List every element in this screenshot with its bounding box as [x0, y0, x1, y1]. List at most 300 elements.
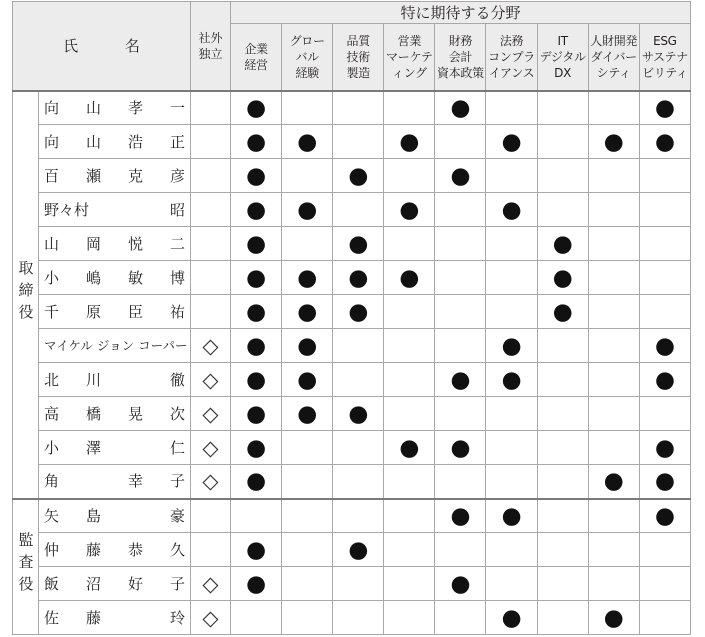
member-name-part: 澤: [86, 438, 102, 457]
expected-field-dot-mark: ●: [654, 502, 675, 529]
field-cell-legal-compliance: [486, 465, 537, 499]
field-cell-finance-accounting-capital-policy: [435, 397, 486, 431]
member-name-part: 玲: [170, 608, 186, 627]
field-cell-legal-compliance: [486, 91, 537, 125]
field-header-line: 製造: [346, 65, 370, 80]
field-header-line: バル: [295, 49, 319, 64]
member-name: [39, 235, 190, 253]
field-cell-legal-compliance: [486, 227, 537, 261]
member-name-part: 徹: [170, 370, 186, 389]
member-name-part: 向: [44, 132, 60, 151]
field-cell-global-experience: [282, 125, 333, 159]
field-cell-finance-accounting-capital-policy: [435, 499, 486, 533]
outside-independent-cell: [191, 499, 231, 533]
outside-independent-cell: [191, 329, 231, 363]
expected-field-dot-mark: ●: [297, 128, 318, 155]
outside-independent-diamond-mark: ◇: [202, 605, 219, 630]
field-cell-corporate-management: [231, 431, 282, 465]
field-header-global-experience: [282, 24, 333, 91]
field-cell-quality-technology-manufacturing: [333, 533, 384, 567]
member-name-part: 久: [170, 540, 186, 559]
field-cell-finance-accounting-capital-policy: [435, 193, 486, 227]
outside-independent-cell: [191, 431, 231, 465]
member-name-part: 子: [170, 472, 186, 491]
outside-independent-cell: [191, 91, 231, 125]
field-cell-sales-marketing: [384, 193, 435, 227]
field-cell-finance-accounting-capital-policy: [435, 431, 486, 465]
member-name-part: 藤: [86, 608, 102, 627]
member-name-part: 祐: [170, 302, 186, 321]
field-cell-quality-technology-manufacturing: [333, 159, 384, 193]
member-name-part: 岡: [86, 234, 102, 253]
member-row: [13, 295, 691, 329]
expected-field-dot-mark: ●: [246, 230, 267, 257]
member-name-cell: [39, 329, 191, 363]
field-cell-quality-technology-manufacturing: [333, 567, 384, 601]
field-cell-global-experience: [282, 567, 333, 601]
outside-independent-cell: [191, 363, 231, 397]
field-header-line: 人財開発: [590, 33, 638, 48]
member-row: [13, 159, 691, 193]
member-row: [13, 397, 691, 431]
expected-field-dot-mark: ●: [450, 434, 471, 461]
member-name-part: 山: [86, 132, 102, 151]
field-cell-corporate-management: [231, 295, 282, 329]
field-cell-corporate-management: [231, 363, 282, 397]
expected-field-dot-mark: ●: [297, 400, 318, 427]
group-label: 監査役: [16, 531, 35, 598]
name-column-header: [13, 2, 191, 91]
field-cell-finance-accounting-capital-policy: [435, 125, 486, 159]
member-name-part: 野々村: [44, 200, 90, 219]
field-cell-hr-development-diversity: [588, 261, 639, 295]
field-cell-it-digital-dx: [537, 431, 588, 465]
field-cell-it-digital-dx: [537, 227, 588, 261]
member-name-part: 百: [44, 166, 60, 185]
member-name-part: 悦: [128, 234, 144, 253]
member-name-part: 山: [86, 98, 102, 117]
field-cell-corporate-management: [231, 159, 282, 193]
expected-field-dot-mark: ●: [501, 366, 522, 393]
field-cell-global-experience: [282, 363, 333, 397]
expected-field-dot-mark: ●: [246, 468, 267, 495]
member-name-part: 角: [44, 472, 60, 491]
member-name-part: 橋: [86, 404, 102, 423]
field-cell-corporate-management: [231, 193, 282, 227]
field-cell-quality-technology-manufacturing: [333, 91, 384, 125]
field-cell-global-experience: [282, 295, 333, 329]
expected-field-dot-mark: ●: [246, 264, 267, 291]
member-name-part: 佐: [44, 608, 60, 627]
member-name: [39, 99, 190, 117]
member-name-part: 克: [128, 166, 144, 185]
group-label-cell: [13, 91, 39, 499]
field-cell-it-digital-dx: [537, 295, 588, 329]
member-name-part: 小: [44, 438, 60, 457]
member-name: [39, 269, 190, 287]
field-cell-finance-accounting-capital-policy: [435, 329, 486, 363]
field-cell-it-digital-dx: [537, 125, 588, 159]
expected-field-dot-mark: ●: [399, 264, 420, 291]
expected-field-dot-mark: ●: [297, 366, 318, 393]
expected-field-dot-mark: ●: [450, 366, 471, 393]
field-cell-finance-accounting-capital-policy: [435, 363, 486, 397]
outside-independent-diamond-mark: ◇: [202, 401, 219, 426]
field-cell-finance-accounting-capital-policy: [435, 601, 486, 635]
member-name-part: 飯: [44, 574, 60, 593]
expected-field-dot-mark: ●: [246, 434, 267, 461]
expected-field-dot-mark: ●: [246, 162, 267, 189]
matrix-header: [13, 2, 691, 91]
member-row: [13, 499, 691, 533]
group-label-cell: [13, 499, 39, 635]
group-label: 取締役: [16, 259, 35, 326]
field-cell-esg-sustainability: [639, 431, 690, 465]
field-cell-it-digital-dx: [537, 567, 588, 601]
member-row: [13, 601, 691, 635]
member-name-part: 子: [170, 574, 186, 593]
name-header-label: 氏 名: [63, 37, 140, 56]
field-cell-sales-marketing: [384, 91, 435, 125]
field-cell-hr-development-diversity: [588, 125, 639, 159]
member-name-part: 好: [128, 574, 144, 593]
field-cell-hr-development-diversity: [588, 159, 639, 193]
field-cell-quality-technology-manufacturing: [333, 499, 384, 533]
member-name-part: 向: [44, 98, 60, 117]
field-header-line: マーケテ: [386, 49, 433, 64]
member-name-part: 沼: [86, 574, 102, 593]
expected-field-dot-mark: ●: [246, 94, 267, 121]
expected-field-dot-mark: ●: [501, 604, 522, 631]
member-row: [13, 125, 691, 159]
field-cell-hr-development-diversity: [588, 193, 639, 227]
field-cell-esg-sustainability: [639, 227, 690, 261]
member-name: [39, 507, 190, 525]
field-cell-global-experience: [282, 601, 333, 635]
field-header-legal-compliance: [486, 24, 537, 91]
field-cell-esg-sustainability: [639, 125, 690, 159]
field-cell-finance-accounting-capital-policy: [435, 295, 486, 329]
field-cell-legal-compliance: [486, 601, 537, 635]
expected-field-dot-mark: ●: [501, 332, 522, 359]
field-cell-sales-marketing: [384, 125, 435, 159]
field-cell-hr-development-diversity: [588, 499, 639, 533]
member-name-part: 仲: [44, 540, 60, 559]
member-name-cell: [39, 601, 191, 635]
field-header-quality-technology-manufacturing: [333, 24, 384, 91]
member-name-part: 博: [170, 268, 186, 287]
member-name-part: 小: [44, 268, 60, 287]
member-name-part: [86, 201, 128, 219]
expected-field-dot-mark: ●: [348, 264, 369, 291]
field-cell-esg-sustainability: [639, 601, 690, 635]
field-cell-global-experience: [282, 329, 333, 363]
field-cell-finance-accounting-capital-policy: [435, 91, 486, 125]
field-header-line: 法務: [499, 33, 524, 48]
member-name-part: 嶋: [86, 268, 102, 287]
field-cell-sales-marketing: [384, 397, 435, 431]
field-cell-it-digital-dx: [537, 159, 588, 193]
member-name-cell: [39, 533, 191, 567]
member-name: [39, 303, 190, 321]
expected-field-dot-mark: ●: [654, 94, 675, 121]
field-header-line: ビリティ: [642, 65, 688, 80]
member-name-part: 昭: [170, 200, 186, 219]
field-cell-hr-development-diversity: [588, 329, 639, 363]
field-cell-it-digital-dx: [537, 465, 588, 499]
outside-independent-diamond-mark: ◇: [202, 571, 219, 596]
expected-field-dot-mark: ●: [450, 162, 471, 189]
member-name: [39, 133, 190, 151]
field-header-finance-accounting-capital-policy: [435, 24, 486, 91]
expected-fields-title: 特に期待する分野: [400, 4, 521, 22]
outside-independent-diamond-mark: ◇: [202, 333, 219, 358]
field-cell-finance-accounting-capital-policy: [435, 227, 486, 261]
member-name: マイケル ジョン コーパー: [44, 337, 188, 353]
field-header-line: 経験: [295, 65, 319, 80]
member-name-cell: [39, 465, 191, 499]
field-cell-legal-compliance: [486, 193, 537, 227]
field-cell-quality-technology-manufacturing: [333, 261, 384, 295]
field-cell-quality-technology-manufacturing: [333, 125, 384, 159]
member-row: [13, 261, 691, 295]
field-cell-it-digital-dx: [537, 499, 588, 533]
field-cell-finance-accounting-capital-policy: [435, 465, 486, 499]
field-cell-esg-sustainability: [639, 465, 690, 499]
expected-field-dot-mark: ●: [297, 264, 318, 291]
field-cell-global-experience: [282, 227, 333, 261]
field-cell-hr-development-diversity: [588, 465, 639, 499]
member-name-part: 彦: [170, 166, 186, 185]
field-cell-corporate-management: [231, 465, 282, 499]
member-row: [13, 91, 691, 125]
field-header-line: 品質: [346, 33, 370, 48]
member-name-part: 矢: [44, 506, 60, 525]
field-header-line: DX: [554, 65, 572, 80]
outside-independent-cell: [191, 465, 231, 499]
expected-field-dot-mark: ●: [603, 604, 624, 631]
field-cell-it-digital-dx: [537, 601, 588, 635]
expected-field-dot-mark: ●: [654, 434, 675, 461]
matrix-body: [13, 91, 691, 635]
field-cell-esg-sustainability: [639, 397, 690, 431]
field-header-line: 経営: [244, 57, 268, 72]
member-name-part: 恭: [128, 540, 144, 559]
member-name-cell: [39, 125, 191, 159]
expected-field-dot-mark: ●: [399, 196, 420, 223]
field-cell-global-experience: [282, 533, 333, 567]
field-cell-it-digital-dx: [537, 261, 588, 295]
field-cell-hr-development-diversity: [588, 431, 639, 465]
field-cell-it-digital-dx: [537, 193, 588, 227]
member-name: [39, 371, 190, 389]
outside-independent-header-line: 独立: [198, 46, 223, 61]
field-cell-global-experience: [282, 159, 333, 193]
field-cell-sales-marketing: [384, 465, 435, 499]
expected-field-dot-mark: ●: [552, 298, 573, 325]
field-header-line: ィング: [391, 65, 427, 80]
field-header-line: IT: [557, 33, 568, 48]
outside-independent-header-line: 社外: [198, 30, 223, 45]
member-name-part: 臣: [128, 302, 144, 321]
field-header-it-digital-dx: [537, 24, 588, 91]
field-cell-sales-marketing: [384, 295, 435, 329]
member-name-part: 正: [170, 132, 186, 151]
member-name-part: [128, 507, 170, 525]
field-header-line: ESG: [653, 33, 677, 48]
member-name-part: 千: [44, 302, 60, 321]
field-cell-sales-marketing: [384, 499, 435, 533]
field-cell-finance-accounting-capital-policy: [435, 159, 486, 193]
member-name-part: 北: [44, 370, 60, 389]
field-cell-legal-compliance: [486, 567, 537, 601]
member-name-part: 孝: [128, 98, 144, 117]
field-cell-finance-accounting-capital-policy: [435, 533, 486, 567]
field-cell-it-digital-dx: [537, 533, 588, 567]
outside-independent-cell: [191, 261, 231, 295]
field-cell-global-experience: [282, 431, 333, 465]
field-cell-legal-compliance: [486, 363, 537, 397]
field-cell-global-experience: [282, 193, 333, 227]
field-header-line: イアンス: [488, 65, 535, 80]
field-cell-hr-development-diversity: [588, 533, 639, 567]
member-name-cell: [39, 295, 191, 329]
member-name-part: 豪: [170, 506, 186, 525]
field-cell-sales-marketing: [384, 431, 435, 465]
expected-field-dot-mark: ●: [501, 128, 522, 155]
field-cell-it-digital-dx: [537, 91, 588, 125]
expected-field-dot-mark: ●: [246, 298, 267, 325]
outside-independent-column-header: [191, 2, 231, 91]
member-name-part: 晃: [128, 404, 144, 423]
member-name-part: 仁: [170, 438, 186, 457]
member-name-part: 山: [44, 234, 60, 253]
field-cell-legal-compliance: [486, 397, 537, 431]
field-header-line: シティ: [596, 65, 631, 80]
field-cell-global-experience: [282, 91, 333, 125]
field-cell-esg-sustainability: [639, 499, 690, 533]
field-cell-corporate-management: [231, 567, 282, 601]
expected-field-dot-mark: ●: [246, 570, 267, 597]
member-name: [39, 472, 190, 490]
expected-field-dot-mark: ●: [297, 298, 318, 325]
member-row: [13, 329, 691, 363]
field-header-line: 財務: [448, 33, 473, 48]
field-header-line: 技術: [346, 49, 370, 64]
expected-fields-group-header: [231, 2, 691, 24]
field-cell-quality-technology-manufacturing: [333, 465, 384, 499]
outside-independent-cell: [191, 227, 231, 261]
expected-field-dot-mark: ●: [297, 332, 318, 359]
expected-field-dot-mark: ●: [654, 128, 675, 155]
field-cell-finance-accounting-capital-policy: [435, 567, 486, 601]
field-cell-esg-sustainability: [639, 363, 690, 397]
field-cell-corporate-management: [231, 227, 282, 261]
member-name-cell: [39, 193, 191, 227]
field-cell-legal-compliance: [486, 533, 537, 567]
field-cell-esg-sustainability: [639, 261, 690, 295]
member-name-part: 高: [44, 404, 60, 423]
field-cell-it-digital-dx: [537, 329, 588, 363]
outside-independent-diamond-mark: ◇: [202, 435, 219, 460]
expected-field-dot-mark: ●: [246, 196, 267, 223]
member-name-part: [86, 472, 128, 490]
field-cell-esg-sustainability: [639, 91, 690, 125]
member-name: [39, 201, 190, 219]
field-cell-quality-technology-manufacturing: [333, 601, 384, 635]
field-header-esg-sustainability: [639, 24, 690, 91]
outside-independent-cell: [191, 159, 231, 193]
member-name-part: 二: [170, 234, 186, 253]
expected-field-dot-mark: ●: [348, 230, 369, 257]
field-header-line: グロー: [289, 33, 325, 48]
outside-independent-cell: [191, 397, 231, 431]
field-cell-corporate-management: [231, 397, 282, 431]
field-header-line: デジタル: [539, 49, 586, 64]
member-name-cell: [39, 567, 191, 601]
expected-field-dot-mark: ●: [552, 264, 573, 291]
field-cell-sales-marketing: [384, 533, 435, 567]
member-name: [39, 609, 190, 627]
field-header-line: サステナ: [641, 49, 688, 64]
field-cell-esg-sustainability: [639, 567, 690, 601]
field-cell-hr-development-diversity: [588, 567, 639, 601]
field-cell-sales-marketing: [384, 567, 435, 601]
field-cell-hr-development-diversity: [588, 295, 639, 329]
field-cell-esg-sustainability: [639, 295, 690, 329]
outside-independent-diamond-mark: ◇: [202, 367, 219, 392]
field-cell-esg-sustainability: [639, 533, 690, 567]
member-name-cell: [39, 159, 191, 193]
field-cell-esg-sustainability: [639, 329, 690, 363]
outside-independent-cell: [191, 567, 231, 601]
skills-matrix-table: [12, 1, 691, 635]
field-cell-corporate-management: [231, 329, 282, 363]
field-cell-corporate-management: [231, 91, 282, 125]
member-name-part: 原: [86, 302, 102, 321]
field-header-sales-marketing: [384, 24, 435, 91]
expected-field-dot-mark: ●: [552, 230, 573, 257]
field-cell-global-experience: [282, 261, 333, 295]
outside-independent-cell: [191, 295, 231, 329]
member-row: [13, 193, 691, 227]
field-cell-global-experience: [282, 499, 333, 533]
member-name-part: 一: [170, 98, 186, 117]
member-name-cell: [39, 227, 191, 261]
field-header-line: ダイバー: [590, 49, 637, 64]
field-cell-quality-technology-manufacturing: [333, 227, 384, 261]
field-cell-it-digital-dx: [537, 363, 588, 397]
field-cell-esg-sustainability: [639, 193, 690, 227]
expected-field-dot-mark: ●: [450, 570, 471, 597]
outside-independent-cell: [191, 533, 231, 567]
member-row: [13, 465, 691, 499]
field-cell-esg-sustainability: [639, 159, 690, 193]
field-cell-corporate-management: [231, 533, 282, 567]
expected-field-dot-mark: ●: [654, 468, 675, 495]
expected-field-dot-mark: ●: [654, 332, 675, 359]
expected-field-dot-mark: ●: [246, 536, 267, 563]
expected-field-dot-mark: ●: [654, 366, 675, 393]
field-cell-legal-compliance: [486, 159, 537, 193]
expected-field-dot-mark: ●: [450, 94, 471, 121]
member-name-part: [128, 439, 170, 457]
field-cell-quality-technology-manufacturing: [333, 397, 384, 431]
field-cell-quality-technology-manufacturing: [333, 329, 384, 363]
field-cell-corporate-management: [231, 499, 282, 533]
field-cell-legal-compliance: [486, 295, 537, 329]
expected-field-dot-mark: ●: [246, 400, 267, 427]
